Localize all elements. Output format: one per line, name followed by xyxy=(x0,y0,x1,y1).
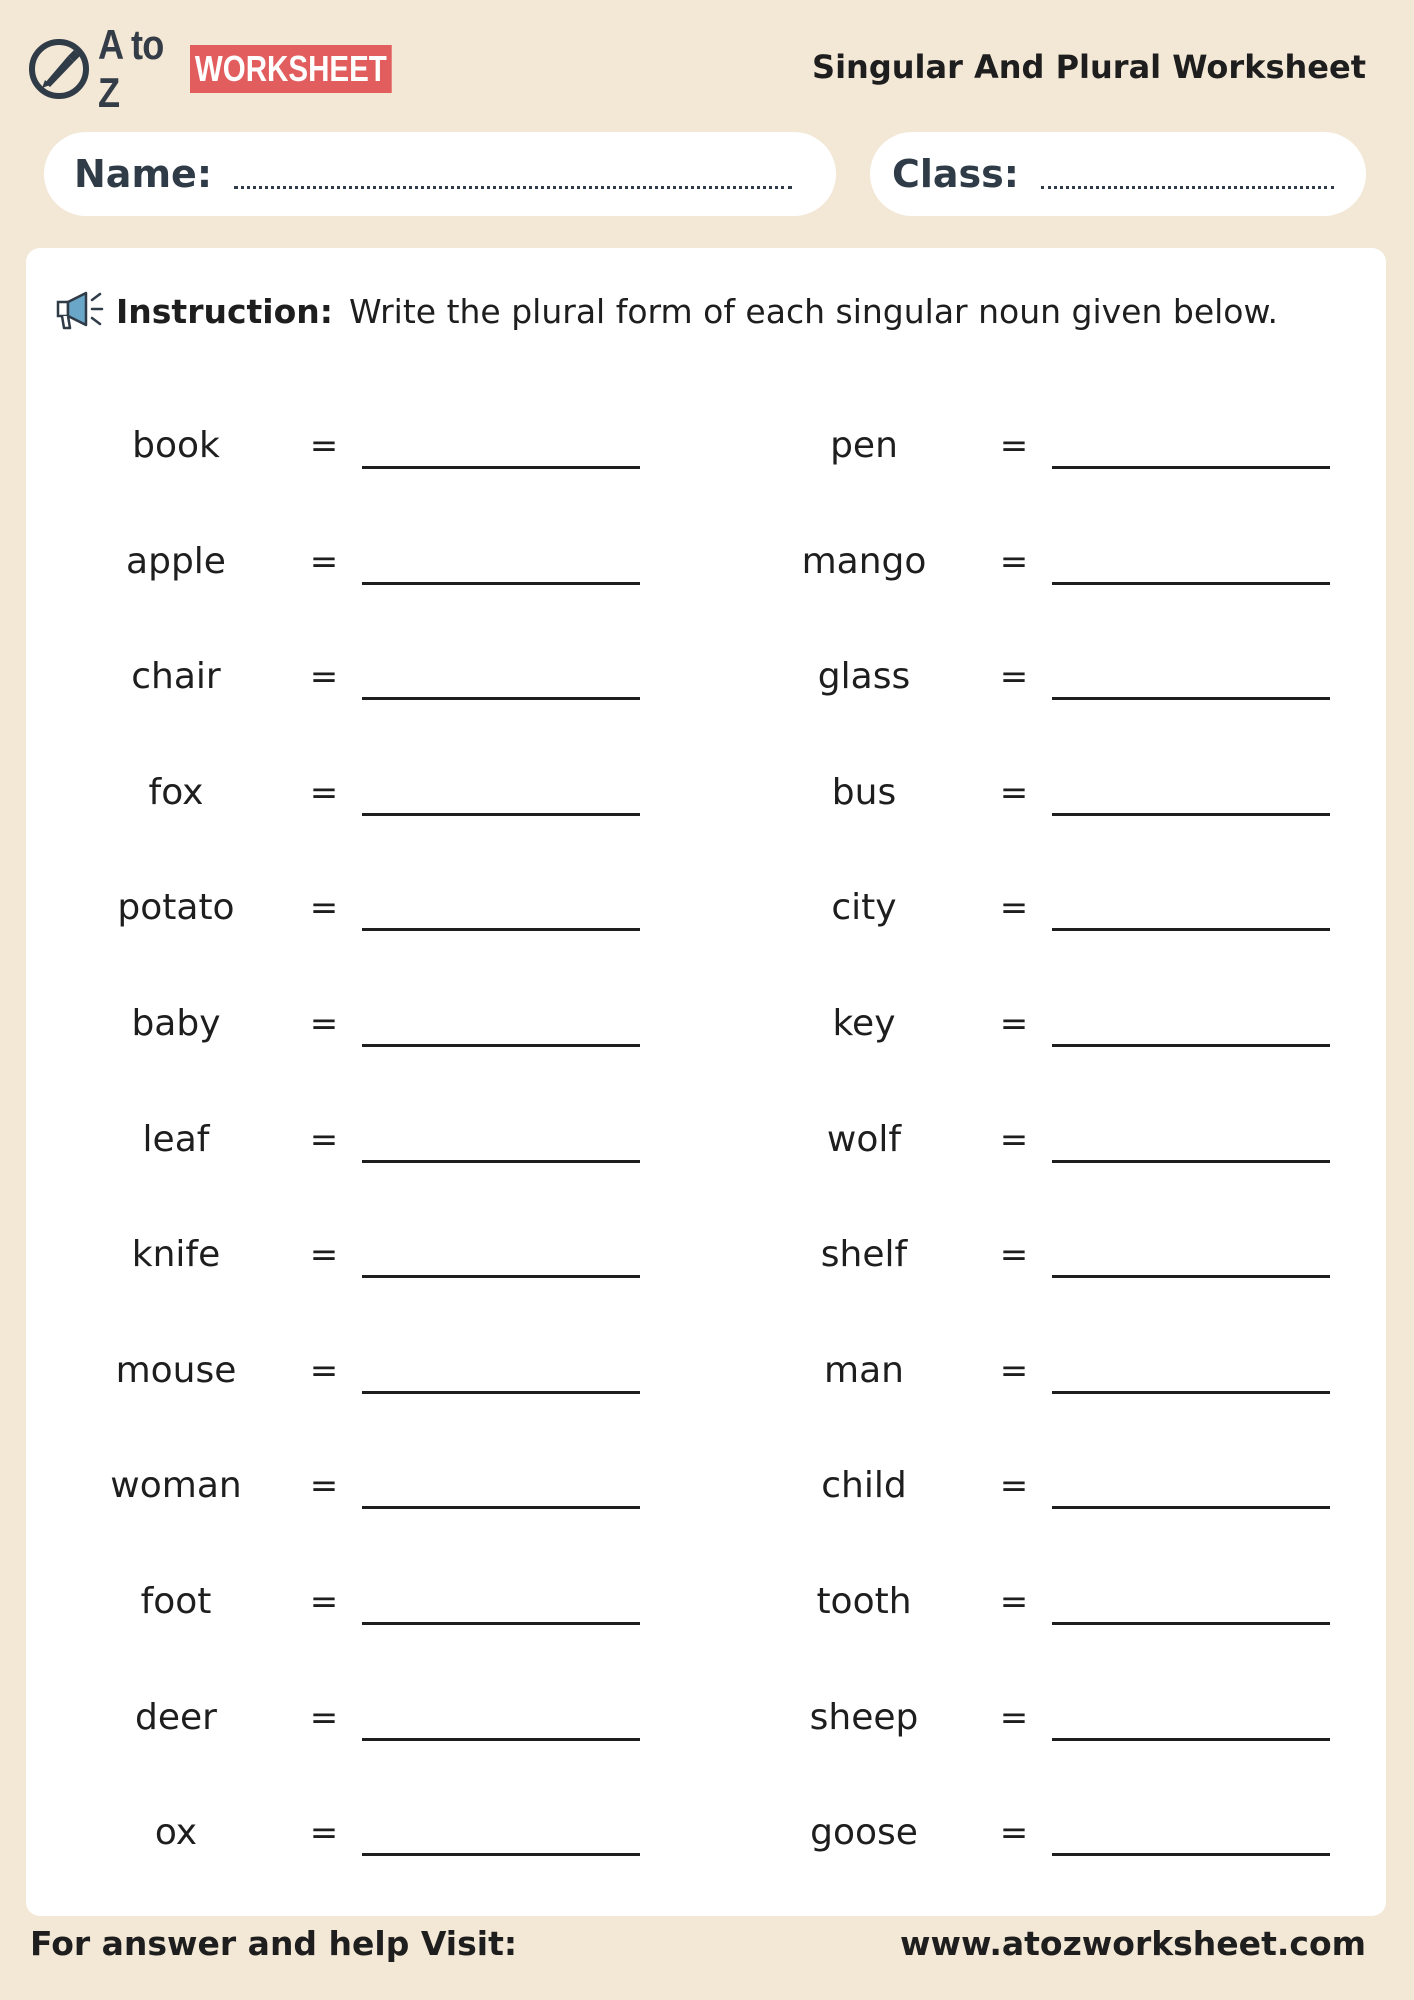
instruction-label: Instruction: xyxy=(116,291,333,331)
equals-sign: = xyxy=(999,1813,1029,1853)
answer-blank[interactable] xyxy=(362,1738,640,1741)
singular-noun: goose xyxy=(810,1812,918,1853)
singular-noun: pen xyxy=(830,425,898,466)
singular-noun: leaf xyxy=(142,1119,210,1160)
singular-noun: man xyxy=(824,1350,904,1391)
equals-sign: = xyxy=(309,1698,339,1738)
worksheet-title: Singular And Plural Worksheet xyxy=(812,48,1366,86)
equals-sign: = xyxy=(999,1351,1029,1391)
answer-blank[interactable] xyxy=(1052,1738,1330,1741)
equals-sign: = xyxy=(309,1466,339,1506)
equals-sign: = xyxy=(999,1004,1029,1044)
answer-blank[interactable] xyxy=(362,1275,640,1278)
answer-blank[interactable] xyxy=(362,928,640,931)
singular-noun: ox xyxy=(154,1812,198,1853)
singular-noun: fox xyxy=(148,772,204,813)
word-row xyxy=(26,416,1386,476)
singular-noun: mango xyxy=(801,541,927,582)
singular-noun: knife xyxy=(131,1234,221,1275)
answer-blank[interactable] xyxy=(1052,697,1330,700)
answer-blank[interactable] xyxy=(1052,1044,1330,1047)
equals-sign: = xyxy=(999,657,1029,697)
equals-sign: = xyxy=(309,888,339,928)
answer-blank[interactable] xyxy=(362,1391,640,1394)
page-header xyxy=(0,0,1414,130)
singular-noun: deer xyxy=(135,1697,217,1738)
logo-badge: WORKSHEET xyxy=(190,45,392,93)
name-dotted-line[interactable] xyxy=(234,186,792,189)
instruction-text: Write the plural form of each singular noun given below. xyxy=(348,291,1278,331)
equals-sign: = xyxy=(309,1813,339,1853)
singular-noun: child xyxy=(821,1465,907,1506)
worksheet-card xyxy=(26,248,1386,1916)
singular-noun: city xyxy=(831,887,897,928)
equals-sign: = xyxy=(999,1466,1029,1506)
singular-noun: glass xyxy=(817,656,911,697)
answer-blank[interactable] xyxy=(362,582,640,585)
word-row xyxy=(26,1110,1386,1170)
answer-blank[interactable] xyxy=(1052,1506,1330,1509)
class-dotted-line[interactable] xyxy=(1041,186,1334,189)
equals-sign: = xyxy=(309,773,339,813)
singular-noun: potato xyxy=(117,887,235,928)
footer-website-link[interactable]: www.atozworksheet.com xyxy=(899,1924,1366,1963)
logo-text: A to Z xyxy=(98,21,164,116)
word-row xyxy=(26,1688,1386,1748)
singular-noun: foot xyxy=(140,1581,212,1622)
answer-blank[interactable] xyxy=(1052,1160,1330,1163)
instruction xyxy=(54,288,1278,334)
equals-sign: = xyxy=(309,1235,339,1275)
equals-sign: = xyxy=(309,542,339,582)
equals-sign: = xyxy=(999,426,1029,466)
equals-sign: = xyxy=(999,1120,1029,1160)
equals-sign: = xyxy=(309,1582,339,1622)
class-field[interactable] xyxy=(870,132,1366,216)
answer-blank[interactable] xyxy=(362,1160,640,1163)
singular-noun: mouse xyxy=(115,1350,237,1391)
answer-blank[interactable] xyxy=(1052,813,1330,816)
class-label: Class: xyxy=(892,152,1019,196)
answer-blank[interactable] xyxy=(362,1853,640,1856)
singular-noun: apple xyxy=(126,541,226,582)
singular-noun: key xyxy=(832,1003,896,1044)
equals-sign: = xyxy=(309,1004,339,1044)
answer-blank[interactable] xyxy=(362,1506,640,1509)
equals-sign: = xyxy=(999,773,1029,813)
singular-noun: baby xyxy=(131,1003,221,1044)
answer-blank[interactable] xyxy=(362,1044,640,1047)
singular-noun: bus xyxy=(831,772,897,813)
word-row xyxy=(26,647,1386,707)
word-row xyxy=(26,1341,1386,1401)
singular-noun: tooth xyxy=(816,1581,912,1622)
word-row xyxy=(26,1572,1386,1632)
answer-blank[interactable] xyxy=(1052,1622,1330,1625)
word-row xyxy=(26,1225,1386,1285)
singular-noun: sheep xyxy=(809,1697,919,1738)
answer-blank[interactable] xyxy=(362,466,640,469)
word-row xyxy=(26,994,1386,1054)
answer-blank[interactable] xyxy=(362,813,640,816)
singular-noun: book xyxy=(132,425,220,466)
megaphone-icon xyxy=(54,288,106,334)
footer-help-text: For answer and help Visit: xyxy=(30,1924,518,1963)
answer-blank[interactable] xyxy=(1052,466,1330,469)
equals-sign: = xyxy=(309,1120,339,1160)
name-field[interactable] xyxy=(44,132,836,216)
word-row xyxy=(26,1456,1386,1516)
equals-sign: = xyxy=(999,888,1029,928)
pen-circle-logo-icon xyxy=(28,38,90,100)
answer-blank[interactable] xyxy=(1052,1391,1330,1394)
answer-blank[interactable] xyxy=(362,1622,640,1625)
word-row xyxy=(26,1803,1386,1863)
atoz-logo xyxy=(28,21,436,116)
singular-noun: woman xyxy=(110,1465,242,1506)
answer-blank[interactable] xyxy=(1052,1853,1330,1856)
equals-sign: = xyxy=(999,1698,1029,1738)
word-row xyxy=(26,532,1386,592)
equals-sign: = xyxy=(999,1235,1029,1275)
answer-blank[interactable] xyxy=(1052,1275,1330,1278)
equals-sign: = xyxy=(309,426,339,466)
equals-sign: = xyxy=(309,657,339,697)
equals-sign: = xyxy=(999,542,1029,582)
singular-noun: shelf xyxy=(820,1234,908,1275)
word-row xyxy=(26,878,1386,938)
name-label: Name: xyxy=(74,152,213,196)
answer-blank[interactable] xyxy=(1052,582,1330,585)
equals-sign: = xyxy=(309,1351,339,1391)
equals-sign: = xyxy=(999,1582,1029,1622)
answer-blank[interactable] xyxy=(362,697,640,700)
singular-noun: wolf xyxy=(826,1119,902,1160)
word-row xyxy=(26,763,1386,823)
answer-blank[interactable] xyxy=(1052,928,1330,931)
singular-noun: chair xyxy=(131,656,221,697)
